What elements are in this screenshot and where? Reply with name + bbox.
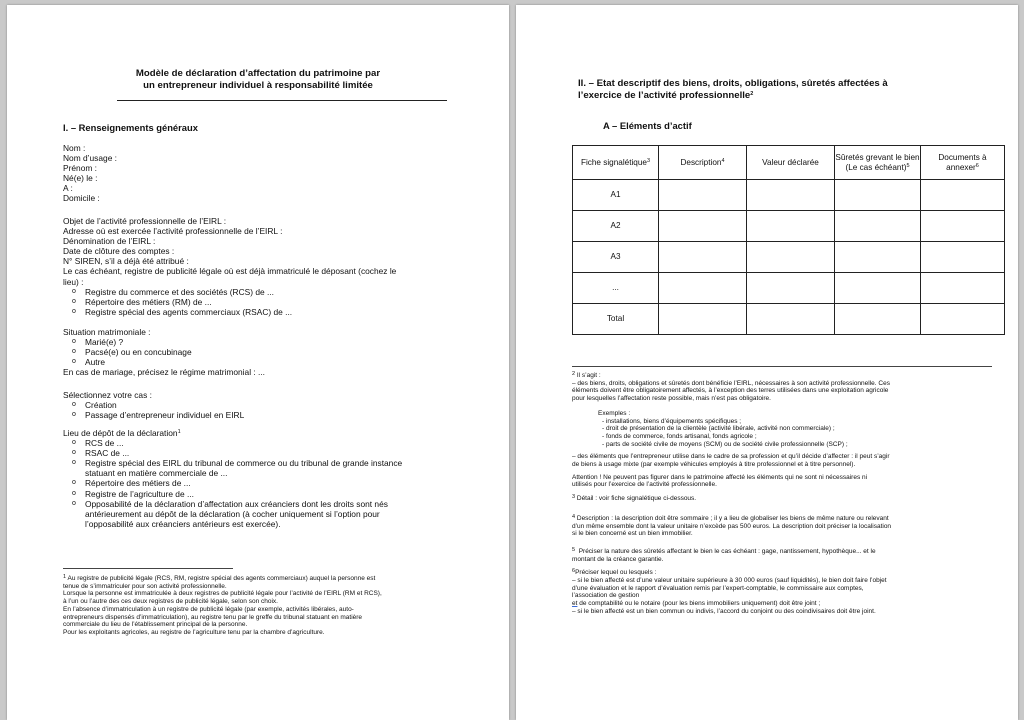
deposit-option-opposabilite[interactable]: o Opposabilité de la déclaration d’affectation aux créanciers dont les droits sont nés (63, 499, 402, 509)
footnote-4-line-2: d’un même ensemble dont la valeur unitaire n’excède pas 500 euros. La description doit préciser la localisation (572, 522, 892, 530)
table-cell[interactable] (835, 211, 921, 242)
registry-option-rm[interactable]: o Répertoire des métiers (RM) de ... (63, 297, 396, 307)
footnote-6-line-3: l’association de gestion (572, 592, 640, 600)
table-cell[interactable] (835, 242, 921, 273)
field-date-cloture: Date de clôture des comptes : (63, 246, 175, 257)
footnote-number-4: 4 (572, 513, 576, 520)
footnote-1-line-7: commerciale du lieu de l’établissement principal de la personne. (63, 621, 248, 629)
registry-option-rsac[interactable]: o Registre spécial des agents commerciaux (RSAC) de ... (63, 307, 396, 317)
example-4: - parts de société civile de moyens (SCM) ou de société civile professionnelle (SCP) ; (602, 440, 848, 448)
table-cell[interactable] (921, 180, 1005, 211)
row-label-ellipsis: ... (573, 273, 659, 304)
footnote-ref-3: 3 (646, 157, 651, 164)
footnote-2-more-1: – des éléments que l’entrepreneur utilise dans le cadre de sa profession et qu’il décide d’affecter : il peut s’agir (572, 453, 890, 461)
attention-line-1: Attention ! Ne peuvent pas figurer dans le patrimoine affecté les éléments qui ne sont ni nécessaires ni (572, 473, 868, 481)
title-underline (117, 100, 447, 101)
marital-option-autre[interactable]: o Autre (63, 357, 265, 367)
deposit-option-eirl-registry-cont: statuant en matière commerciale de ... (85, 468, 228, 479)
header-fiche-text: Fiche signalétique (580, 157, 647, 167)
footnote-6-line-2: d’une évaluation et le rapport d’évaluation remis par l’expert-comptable, le commissaire aux comptes, (572, 584, 864, 592)
deposit-option-eirl-registry[interactable]: o Registre spécial des EIRL du tribunal de commerce ou du tribunal de grande instance (63, 458, 402, 468)
example-1: - installations, biens d’équipements spécifiques ; (602, 417, 742, 425)
row-label-a2: A2 (573, 211, 659, 242)
footnote-5 (572, 548, 992, 563)
footnote-2-line-3: pour lesquelles l’affectation reste possible, mais n’est pas obligatoire. (572, 395, 771, 403)
table-cell[interactable] (835, 304, 921, 335)
footnote-number-2: 2 (572, 371, 576, 377)
deposit-label (63, 428, 402, 438)
deposit-option-agriculture[interactable]: o Registre de l’agriculture de ... (63, 489, 402, 499)
footnote-1-line-6: entrepreneurs dispensés d’immatriculation), au registre tenu par le greffe du tribunal statuant en matière (63, 613, 363, 621)
table-cell[interactable] (835, 273, 921, 304)
document-page-2 (516, 5, 1018, 720)
footnote-1-line-2: tenue de s’immatriculer pour son activité professionnelle. (63, 582, 227, 590)
row-label-a3: A3 (573, 242, 659, 273)
footnote-2-line-1: – des biens, droits, obligations et sûretés dont bénéficie l’EIRL, nécessaires à son activité professionnelle. Ces (572, 379, 890, 387)
table-cell[interactable] (921, 211, 1005, 242)
example-3: - fonds de commerce, fonds artisanal, fonds agricole ; (602, 432, 757, 440)
case-section (63, 390, 244, 420)
table-cell[interactable] (835, 180, 921, 211)
table-cell[interactable] (659, 304, 747, 335)
deposit-option-rm[interactable]: o Répertoire des métiers de ... (63, 478, 402, 488)
field-adresse: Adresse où est exercée l’activité professionnelle de l’EIRL : (63, 226, 283, 237)
registry-option-rcs[interactable]: o Registre du commerce et des sociétés (RCS) de ... (63, 287, 396, 297)
table-row (573, 304, 1005, 335)
footnote-ref-5: 5 (906, 162, 910, 169)
examples-label: Exemples : (598, 409, 631, 417)
table-cell[interactable] (747, 304, 835, 335)
assets-table (572, 145, 1005, 335)
header-valeur-text: Valeur déclarée (762, 157, 819, 167)
footnote-2 (572, 372, 992, 489)
footnote-3 (572, 495, 992, 503)
example-2: - droit de présentation de la clientèle (activité libérale, activité non commerciale) ; (602, 425, 835, 433)
footnote-6 (572, 569, 992, 615)
marital-regime-note: En cas de mariage, précisez le régime matrimonial : ... (63, 367, 266, 378)
case-option-passage[interactable]: o Passage d’entrepreneur individuel en EIRL (63, 410, 244, 420)
field-ne-le: Né(e) le : (63, 173, 98, 184)
page-title (117, 68, 399, 91)
title-line-2: un entrepreneur individuel à responsabilité limitée (143, 79, 373, 91)
field-domicile: Domicile : (63, 193, 100, 204)
footnote-6-line-5: – si le bien affecté est un bien commun ou indivis, l’accord du conjoint ou des coindivisaires doit être joint. (572, 607, 876, 615)
activity-fields (63, 216, 396, 317)
field-a: A : (63, 183, 73, 194)
footnote-1-line-3: Lorsque la personne est immatriculée à deux registres de publicité légale pour l’activité de l’EIRL (RM et RCS), (63, 590, 382, 598)
section2-title-line-1: II. – Etat descriptif des biens, droits, obligations, sûretés affectées à (578, 78, 888, 89)
table-cell[interactable] (747, 211, 835, 242)
field-nom-usage: Nom d’usage : (63, 153, 117, 164)
deposit-label-text: Lieu de dépôt de la déclaration (63, 428, 178, 438)
deposit-option-rsac[interactable]: o RSAC de ... (63, 448, 402, 458)
table-cell[interactable] (659, 242, 747, 273)
table-cell[interactable] (921, 304, 1005, 335)
footnote-1-line-8: Pour les exploitants agricoles, au registre de l’agriculture tenu par la chambre d’agriculture. (63, 628, 325, 636)
table-cell[interactable] (747, 242, 835, 273)
subsection-heading-assets: A – Eléments d’actif (603, 120, 692, 131)
field-prenom: Prénom : (63, 163, 97, 174)
document-page-1 (7, 5, 509, 720)
section-heading-general-info: I. – Renseignements généraux (63, 122, 198, 133)
footnote-6-et: et (572, 600, 578, 608)
table-row (573, 242, 1005, 273)
footnote-number-3: 3 (572, 494, 576, 501)
footnote-1-line-4: à l’un ou l’autre des ces deux registres de publicité légale, selon son choix. (63, 598, 278, 606)
footnote-6-intro: Préciser lequel ou lesquels : (575, 569, 657, 577)
footnote-1-line-1: Au registre de publicité légale (RCS, RM, registre spécial des agents commerciaux) auquel la personne est (67, 575, 376, 582)
field-denomination: Dénomination de l’EIRL : (63, 236, 156, 247)
footnote-3-text: Détail : voir fiche signalétique ci-dessous. (576, 495, 697, 503)
footnote-5-line-1: Préciser la nature des sûretés affectant le bien le cas échéant : gage, nantissement, hypothèque... et le (578, 547, 876, 555)
footnote-ref-2: 2 (750, 90, 754, 97)
footnote-6-line-1: – si le bien affecté est d’une valeur unitaire supérieure à 30 000 euros (sauf liquidités), le bien doit faire l’objet (572, 577, 887, 585)
footnote-2-intro: Il s’agit : (576, 372, 601, 379)
table-cell[interactable] (659, 180, 747, 211)
footnote-4 (572, 515, 992, 538)
deposit-option-rcs[interactable]: o RCS de ... (63, 438, 402, 448)
table-row (573, 211, 1005, 242)
table-cell[interactable] (659, 211, 747, 242)
footnote-separator (63, 568, 233, 569)
footnote-5-line-2: montant de la créance garantie. (572, 555, 664, 563)
header-fiche-signaletique (573, 146, 659, 180)
marital-section (63, 327, 265, 377)
header-description-text: Description (680, 157, 722, 167)
attention-line-2: utilisés pour l’exercice de l’activité professionnelle. (572, 481, 717, 489)
case-label: Sélectionnez votre cas : (63, 390, 152, 400)
deposit-section (63, 428, 402, 529)
marital-label: Situation matrimoniale : (63, 327, 151, 337)
field-siren: N° SIREN, s’il a déjà été attribué : (63, 256, 189, 267)
footnote-4-line-1: Description : la description doit être sommaire ; il y a lieu de globaliser les biens de même nature ou relevant (576, 514, 889, 522)
table-cell[interactable] (747, 273, 835, 304)
header-documents (921, 146, 1005, 180)
header-valeur-declaree (747, 146, 835, 180)
footnote-number-5: 5 (572, 546, 576, 553)
footnote-number-6: 6 (572, 568, 576, 575)
footnote-6-line-4: de comptabilité ou le notaire (pour les biens immobiliers uniquement) doit être joint ; (579, 600, 821, 608)
footnote-separator (572, 366, 992, 367)
footnote-ref-4: 4 (721, 157, 725, 164)
header-suretes (835, 146, 921, 180)
row-label-total: Total (573, 304, 659, 335)
table-cell[interactable] (921, 242, 1005, 273)
footnote-ref-6: 6 (975, 162, 979, 169)
footnote-1 (63, 575, 463, 637)
field-nom: Nom : (63, 143, 86, 153)
header-documents-text: Documents à annexer (938, 152, 987, 172)
field-objet: Objet de l’activité professionnelle de l’EIRL : (63, 216, 227, 226)
assets-table-header-row (573, 146, 1005, 180)
footnotes-page-2 (572, 372, 992, 616)
footnote-1-line-5: En l’absence d’immatriculation à un registre de publicité légale (par exemple, activités libérales, auto- (63, 605, 354, 613)
section-heading-descriptive-state (578, 78, 888, 101)
table-cell[interactable] (747, 180, 835, 211)
identity-fields (63, 143, 117, 204)
table-row (573, 180, 1005, 211)
header-description (659, 146, 747, 180)
row-label-a1: A1 (573, 180, 659, 211)
table-cell[interactable] (659, 273, 747, 304)
footnote-4-line-3: si le bien concerné est un bien immobilier. (572, 530, 693, 538)
table-row (573, 273, 1005, 304)
field-registre-publicite: Le cas échéant, registre de publicité légale où est déjà immatriculé le déposant (cochez le (63, 266, 397, 277)
field-registre-publicite-cont: lieu) : (63, 276, 84, 287)
case-option-creation[interactable]: o Création (63, 400, 244, 410)
footnote-ref-1: 1 (177, 429, 181, 435)
marital-option-marie[interactable]: o Marié(e) ? (63, 337, 265, 347)
section2-title-line-2: l’exercice de l’activité professionnelle (578, 89, 751, 101)
footnote-number-1: 1 (63, 574, 67, 580)
footnote-2-more-2: de biens à usage mixte (par exemple véhicules employés à titre professionnel et à titre personnel). (572, 461, 856, 469)
deposit-option-opposabilite-cont1: antérieurement au dépôt de la déclaration (à cocher uniquement si l’option pour (85, 508, 380, 519)
title-line-1: Modèle de déclaration d’affectation du patrimoine par (135, 68, 381, 79)
marital-option-pacse[interactable]: o Pacsé(e) ou en concubinage (63, 347, 265, 357)
header-suretes-text: Sûretés grevant le bien (Le cas échéant) (835, 152, 920, 172)
footnote-2-line-2: éléments doivent être obligatoirement affectés, à l’exception des terres utilisées dans une exploitation agricole (572, 387, 889, 395)
deposit-option-opposabilite-cont2: l’opposabilité aux créanciers antérieurs est exercée). (85, 518, 281, 529)
table-cell[interactable] (921, 273, 1005, 304)
